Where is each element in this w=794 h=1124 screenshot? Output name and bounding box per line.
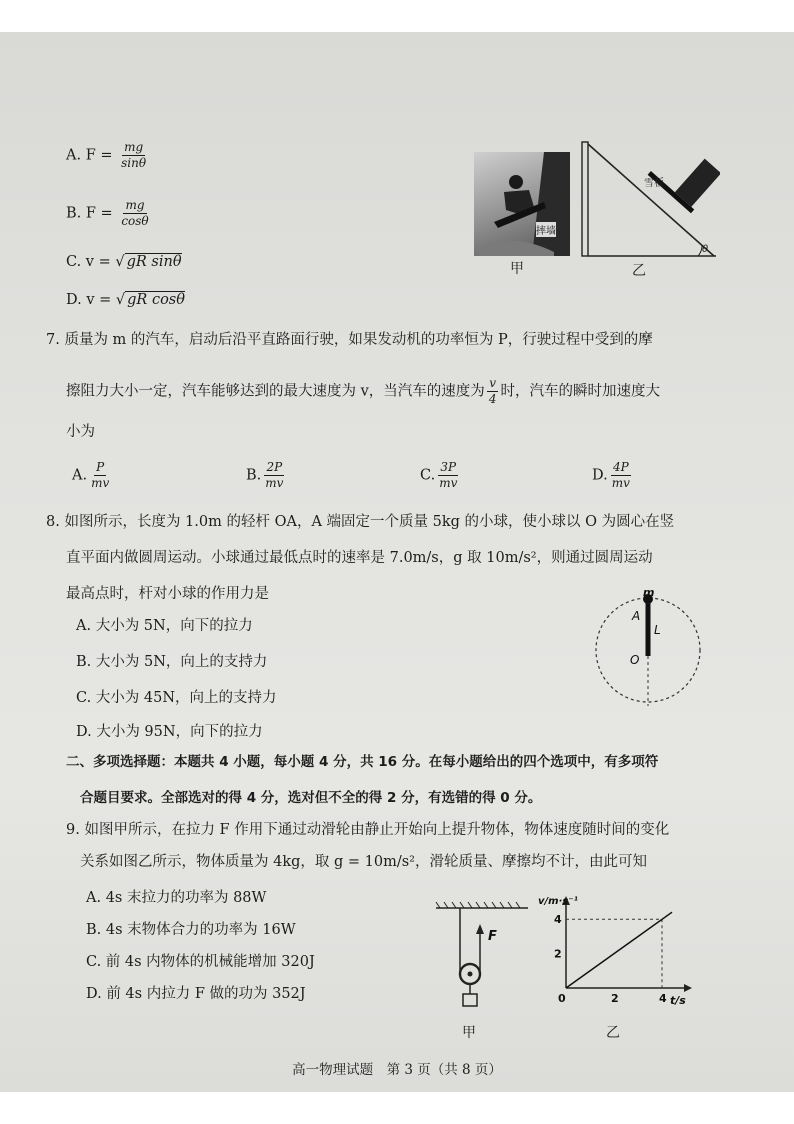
q8-stem-line3: 最高点时，杆对小球的作用力是 <box>66 586 269 602</box>
q8-option-b: B. 大小为 5N，向上的支持力 <box>76 654 268 670</box>
center-o-label: O <box>630 653 640 667</box>
q8-option-a: A. 大小为 5N，向下的拉力 <box>76 618 253 634</box>
q6-option-d: D. v = √ gR cosθ <box>66 292 185 308</box>
y-axis-label: v/m·s⁻¹ <box>538 896 578 907</box>
q7-stem-line1: 7. 质量为 m 的汽车，启动后沿平直路面行驶，如果发动机的功率恒为 P，行驶过程中受到的摩 <box>46 332 653 348</box>
q7-stem-line2: 擦阻力大小一定，汽车能够达到的最大速度为 v，当汽车的速度为 $\frac{v}{4}$ 时，汽车的瞬时加速度大 <box>66 376 660 406</box>
x-tick-0: 0 <box>558 992 566 1005</box>
q7-option-c: C. $\frac{3P}{mv}$ <box>420 460 458 490</box>
x-axis-label: t/s <box>670 994 686 1007</box>
q6-photo-snowboarder <box>474 152 570 256</box>
snowboard-label: 雪板 <box>644 178 664 189</box>
q9-option-a: A. 4s 末拉力的功率为 88W <box>86 890 267 906</box>
y-tick-2: 2 <box>554 947 562 961</box>
angle-theta-label: θ <box>702 244 709 255</box>
q6-option-c: C. v = √ gR sinθ <box>66 254 182 270</box>
q9-option-c: C. 前 4s 内物体的机械能增加 320J <box>86 954 315 970</box>
q9-velocity-time-chart <box>538 892 698 1008</box>
snowboarder-silhouette <box>474 152 570 256</box>
q8-option-d: D. 大小为 95N，向下的拉力 <box>76 724 263 740</box>
page-footer: 高一物理试题 第 3 页（共 8 页） <box>292 1062 502 1078</box>
x-tick-4: 4 <box>659 992 667 1005</box>
force-f-label: F <box>488 929 497 944</box>
q9-option-b: B. 4s 末物体合力的功率为 16W <box>86 922 296 938</box>
velocity-series-line <box>566 912 672 988</box>
fig-jia-caption: 甲 <box>510 261 524 277</box>
fig-yi-caption: 乙 <box>632 263 646 279</box>
mass-label: m <box>643 588 655 599</box>
q7-option-a: A. $\frac{P}{mv}$ <box>72 460 110 490</box>
length-label: L <box>654 623 661 637</box>
q7-option-b: B. $\frac{2P}{mv}$ <box>246 460 284 490</box>
y-tick-4: 4 <box>554 913 562 927</box>
point-a-label: A <box>632 609 641 623</box>
x-tick-2: 2 <box>611 992 619 1005</box>
q7-stem-line3: 小为 <box>66 424 95 440</box>
section2-heading-line2: 合题目要求。全部选对的得 4 分，选对但不全的得 2 分，有选错的得 0 分。 <box>80 790 542 806</box>
q9-fig-yi-caption: 乙 <box>606 1025 620 1041</box>
q8-option-c: C. 大小为 45N，向上的支持力 <box>76 690 277 706</box>
q6-option-b: B. F = $\frac{mg}{\cos\theta}$ <box>66 198 149 228</box>
q8-circle-diagram <box>592 588 708 708</box>
q7-option-d: D. $\frac{4P}{mv}$ <box>592 460 630 490</box>
q9-option-d: D. 前 4s 内拉力 F 做的功为 352J <box>86 986 306 1002</box>
q9-stem-line1: 9. 如图甲所示，在拉力 F 作用下通过动滑轮由静止开始向上提升物体，物体速度随时间的变化 <box>66 822 670 838</box>
q6-option-a: A. F = $\frac{mg}{\sin\theta}$ <box>66 140 147 170</box>
q9-fig-jia-caption: 甲 <box>462 1025 476 1041</box>
wall-tag: 摔墙 <box>536 222 556 237</box>
q9-pulley-diagram <box>432 900 532 1016</box>
q8-stem-line2: 直平面内做圆周运动。小球通过最低点时的速率是 7.0m/s，g 取 10m/s²，则通过圆周运动 <box>66 550 653 566</box>
q8-stem-line1: 8. 如图所示，长度为 1.0m 的轻杆 OA，A 端固定一个质量 5kg 的小球，使小球以 O 为圆心在竖 <box>46 514 675 530</box>
q9-stem-line2: 关系如图乙所示，物体质量为 4kg，取 g = 10m/s²，滑轮质量、摩擦均不计，由此可知 <box>80 854 647 870</box>
section2-heading-line1: 二、多项选择题：本题共 4 小题，每小题 4 分，共 16 分。在每小题给出的四个选项中，有多项符 <box>66 754 659 770</box>
q6-slope-diagram <box>580 140 720 262</box>
